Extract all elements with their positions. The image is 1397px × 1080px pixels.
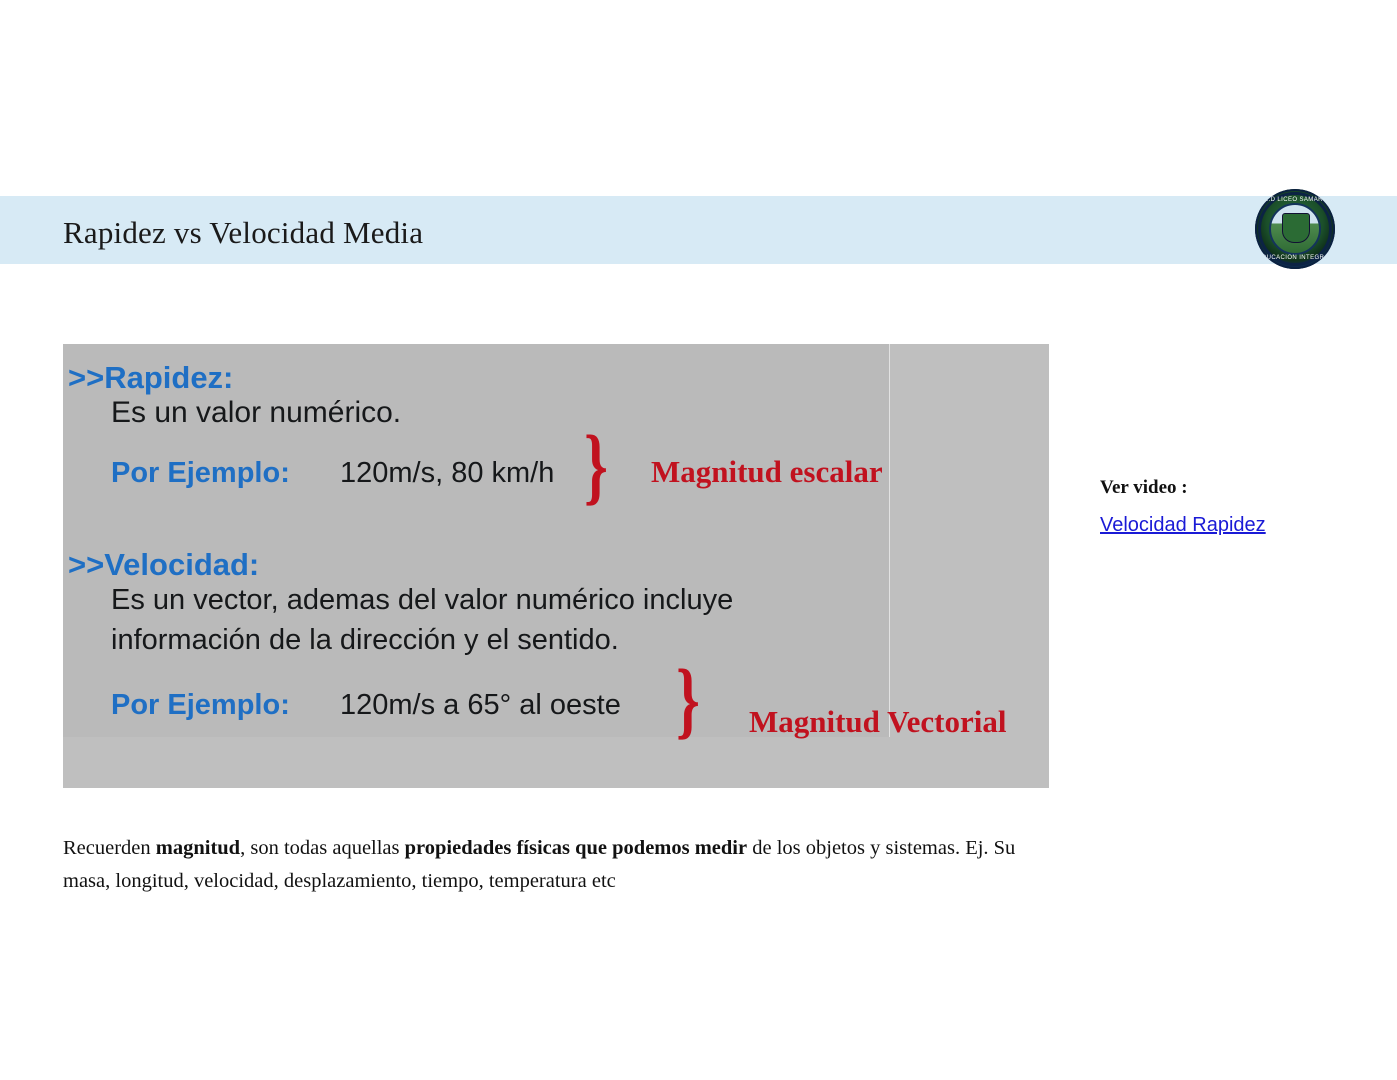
footer-paragraph	[63, 832, 1053, 898]
velocidad-definition-line1: Es un vector, ademas del valor numérico incluye	[111, 584, 734, 616]
crest-bottom-text: EDUCACION INTEGRAL	[1257, 255, 1333, 261]
velocidad-heading: >>Velocidad:	[68, 547, 260, 582]
example1-value: 120m/s, 80 km/h	[340, 457, 555, 489]
example1-annotation: Magnitud escalar	[651, 454, 883, 489]
crest-shield-icon	[1282, 213, 1310, 243]
velocidad-definition-line2: información de la dirección y el sentido.	[111, 624, 619, 656]
example2-value: 120m/s a 65° al oeste	[340, 689, 621, 721]
crest-top-text: I.E.D LICEO SAMARIO	[1260, 197, 1330, 203]
rapidez-definition: Es un valor numérico.	[111, 396, 402, 429]
example2-annotation: Magnitud Vectorial	[749, 704, 1007, 739]
example2-label: Por Ejemplo:	[111, 689, 290, 721]
footer-text-1: Recuerden	[63, 837, 156, 859]
footer-text-3: de los objetos y sistemas. Ej. Su masa, longitud, velocidad, desplazamiento, tiempo, temperatura etc	[63, 837, 1016, 892]
video-label: Ver video :	[1100, 477, 1188, 498]
footer-bold-1: magnitud	[155, 837, 241, 859]
video-hyperlink[interactable]: Velocidad Rapidez	[1100, 514, 1266, 536]
page-title: Rapidez vs Velocidad Media	[63, 215, 424, 250]
footer-bold-2: propiedades físicas que podemos medir	[404, 837, 748, 859]
brace-icon-2: }	[676, 651, 700, 747]
screenshot-divider-line	[889, 344, 890, 737]
embedded-screenshot-image	[63, 344, 1049, 788]
rapidez-heading: >>Rapidez:	[68, 360, 234, 395]
school-crest-logo	[1255, 189, 1335, 269]
footer-text-2: , son todas aquellas	[240, 837, 405, 859]
brace-icon-1: }	[584, 417, 608, 513]
example1-label: Por Ejemplo:	[111, 457, 290, 489]
